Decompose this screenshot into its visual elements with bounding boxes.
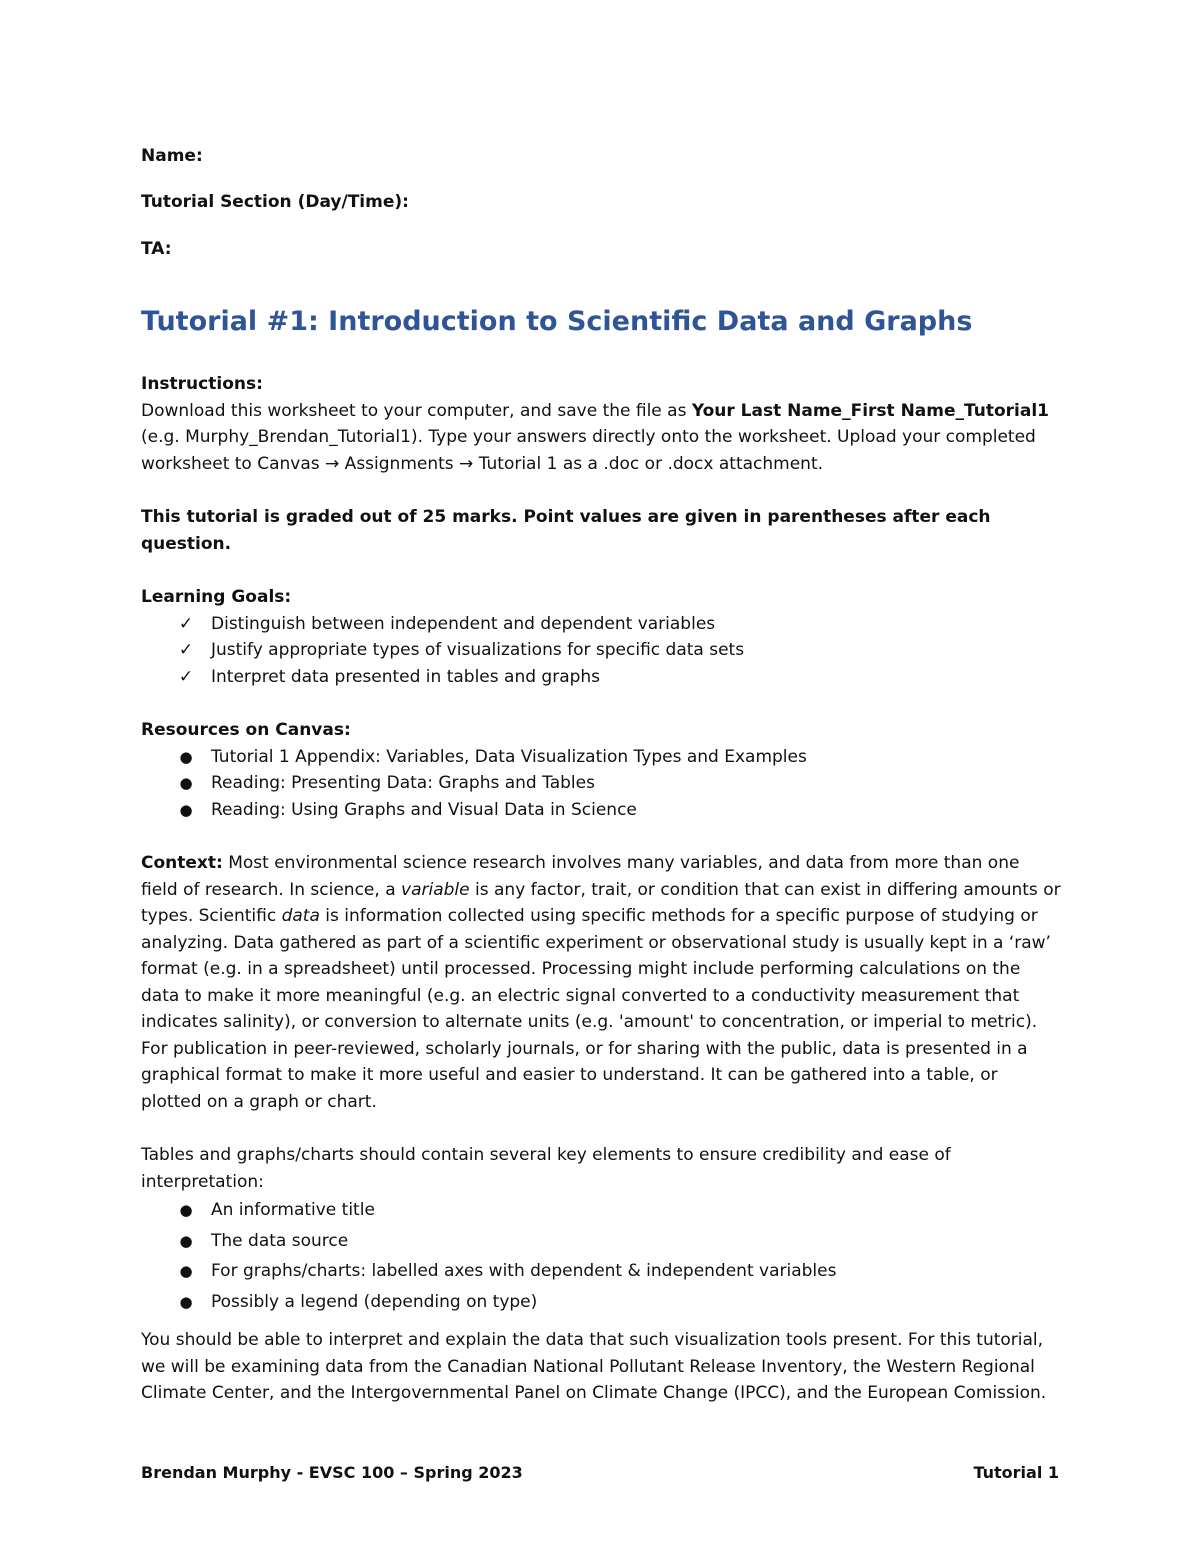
list-item: ● An informative title <box>141 1195 1061 1226</box>
list-item: ● Reading: Presenting Data: Graphs and Tables <box>141 770 1061 797</box>
name-field-label: Name: <box>141 146 203 166</box>
resources-heading: Resources on Canvas: <box>141 720 351 740</box>
list-item: ● Tutorial 1 Appendix: Variables, Data Visualization Types and Examples <box>141 744 1061 771</box>
learning-goals-heading: Learning Goals: <box>141 587 292 607</box>
instructions-paragraph: Download this worksheet to your computer, and save the file as Your Last Name_First Name_Tutorial1 (e.g. Murphy_Brendan_Tutorial1). Type your answers directly onto the worksheet. Upload your completed worksheet to Canvas → Assignments → Tutorial 1 as a .doc or .docx attachment. <box>141 400 1049 474</box>
bullet-icon: ● <box>179 800 193 819</box>
page-title: Tutorial #1: Introduction to Scientific Data and Graphs <box>141 306 973 337</box>
bullet-icon: ● <box>179 747 193 766</box>
instructions-heading: Instructions: <box>141 374 263 394</box>
ta-field-label: TA: <box>141 239 172 259</box>
document-body <box>141 371 1061 1407</box>
context-paragraph: Context: Most environmental science research involves many variables, and data from more than one field of research. In science, a variable is any factor, trait, or condition that can exist in differing amounts or types. Scientific data is information collected using specific methods for a specific purpose of studying or analyzing. Data gathered as part of a scientific experiment or observational study is usually kept in a ‘raw’ format (e.g. in a spreadsheet) until processed. Processing might include performing calculations on the data to make it more meaningful (e.g. an electric signal converted to a conductivity measurement that indicates salinity), or conversion to alternate units (e.g. 'amount' to concentration, or imperial to metric). For publication in peer-reviewed, scholarly journals, or for sharing with the public, data is presented in a graphical format to make it more useful and easier to understand. It can be gathered into a table, or plotted on a graph or chart. <box>141 853 1061 1112</box>
bullet-icon: ● <box>179 1262 193 1280</box>
list-item: ● The data source <box>141 1226 1061 1257</box>
arrow-icon: → <box>459 453 474 474</box>
footer-author-course: Brendan Murphy - EVSC 100 – Spring 2023 <box>141 1463 523 1482</box>
key-elements-list <box>141 1195 1061 1317</box>
closing-paragraph: You should be able to interpret and explain the data that such visualization tools present. For this tutorial, we will be examining data from the Canadian National Pollutant Release Inventory, the Western Regional Climate Center, and the Intergovernmental Panel on Climate Change (IPCC), and the European Comission. <box>141 1330 1047 1403</box>
bullet-icon: ● <box>179 774 193 792</box>
learning-goals-list <box>141 611 1061 691</box>
key-elements-intro: Tables and graphs/charts should contain several key elements to ensure credibility and ease of interpretation: <box>141 1145 951 1192</box>
tutorial-section-field-label: Tutorial Section (Day/Time): <box>141 192 409 212</box>
checkmark-icon: ✓ <box>178 666 194 687</box>
footer-tutorial-label: Tutorial 1 <box>973 1463 1059 1482</box>
checkmark-icon: ✓ <box>178 640 194 660</box>
bullet-icon: ● <box>179 1201 193 1219</box>
bullet-icon: ● <box>179 1292 193 1311</box>
list-item: ● Possibly a legend (depending on type) <box>141 1287 1061 1318</box>
filename-format: Your Last Name_First Name_Tutorial1 <box>691 400 1049 421</box>
bullet-icon: ● <box>179 1231 193 1250</box>
arrow-icon: → <box>325 453 340 474</box>
list-item: ✓ Justify appropriate types of visualizations for specific data sets <box>141 637 1061 664</box>
list-item: ✓ Interpret data presented in tables and graphs <box>141 664 1061 691</box>
list-item: ● Reading: Using Graphs and Visual Data in Science <box>141 797 1061 824</box>
resources-list <box>141 744 1061 824</box>
checkmark-icon: ✓ <box>178 613 194 634</box>
grading-note: This tutorial is graded out of 25 marks. Point values are given in parentheses after each question. <box>141 507 991 554</box>
list-item: ✓ Distinguish between independent and dependent variables <box>141 611 1061 638</box>
list-item: ● For graphs/charts: labelled axes with dependent & independent variables <box>141 1256 1061 1287</box>
context-label: Context: <box>141 853 223 873</box>
